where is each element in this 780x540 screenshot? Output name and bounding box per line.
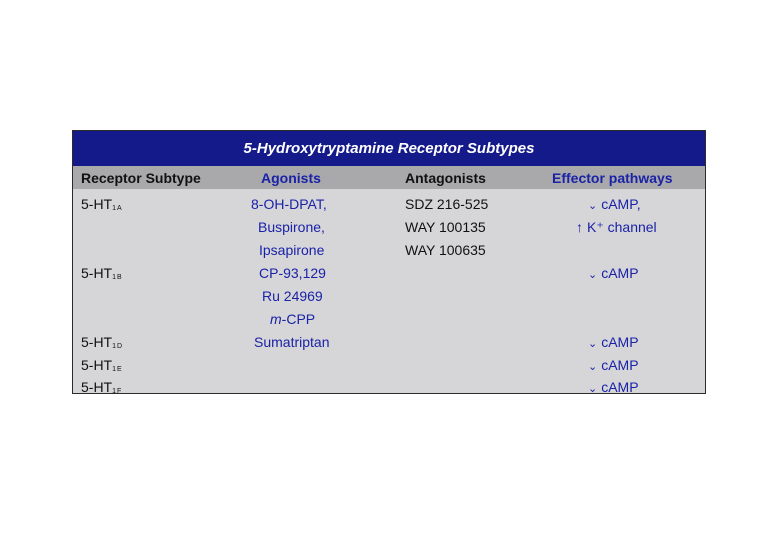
agonist-cell: Ipsapirone [259,242,325,258]
subtype-subscript: 1B [112,274,123,281]
antagonist-cell: WAY 100135 [405,219,486,235]
subtype-cell [81,379,122,399]
header-agonists: Agonists [261,170,321,186]
subtype-base: 5-HT [81,357,113,373]
subtype-base: 5-HT [81,334,113,350]
subtype-cell [81,334,123,354]
effector-text: cAMP [601,265,639,281]
subtype-subscript: 1F [112,388,123,395]
effector-cell [588,357,639,375]
receptor-table [72,130,706,394]
subtype-base: 5-HT [81,196,113,212]
subtype-base: 5-HT [81,265,113,281]
effector-cell [588,196,641,214]
subtype-subscript: 1D [112,343,124,350]
subtype-subscript: 1A [112,205,123,212]
agonist-italic-prefix: m [270,311,282,327]
agonist-cell: Sumatriptan [254,334,330,350]
up-arrow-icon: ↑ [576,219,583,235]
effector-text: cAMP [601,357,639,373]
header-antagonists: Antagonists [405,170,486,186]
agonist-text: -CPP [281,311,316,327]
table-title: 5-Hydroxytryptamine Receptor Subtypes [73,131,705,166]
effector-text: cAMP [601,379,639,395]
effector-text: cAMP, [601,196,641,212]
antagonist-cell: SDZ 216-525 [405,196,489,212]
effector-text: cAMP [601,334,639,350]
subtype-base: 5-HT [81,379,113,395]
agonist-cell: 8-OH-DPAT, [251,196,327,212]
down-arrow-icon: ⌄ [588,383,598,395]
effector-cell [588,379,639,397]
subtype-subscript: 1E [112,366,123,373]
header-row [73,166,705,189]
subtype-cell [81,357,123,377]
agonist-cell: Ru 24969 [262,288,323,304]
effector-cell [588,265,639,283]
effector-cell [576,219,657,235]
effector-text: K⁺ channel [587,219,657,235]
effector-cell [588,334,639,352]
down-arrow-icon: ⌄ [588,338,598,350]
down-arrow-icon: ⌄ [588,361,598,373]
subtype-cell [81,265,123,285]
header-effector-pathways: Effector pathways [552,170,673,186]
agonist-cell: CP-93,129 [259,265,326,281]
subtype-cell [81,196,123,216]
agonist-cell [270,311,315,327]
header-receptor-subtype: Receptor Subtype [81,170,201,186]
down-arrow-icon: ⌄ [588,269,598,281]
down-arrow-icon: ⌄ [588,200,598,212]
antagonist-cell: WAY 100635 [405,242,486,258]
agonist-cell: Buspirone, [258,219,325,235]
